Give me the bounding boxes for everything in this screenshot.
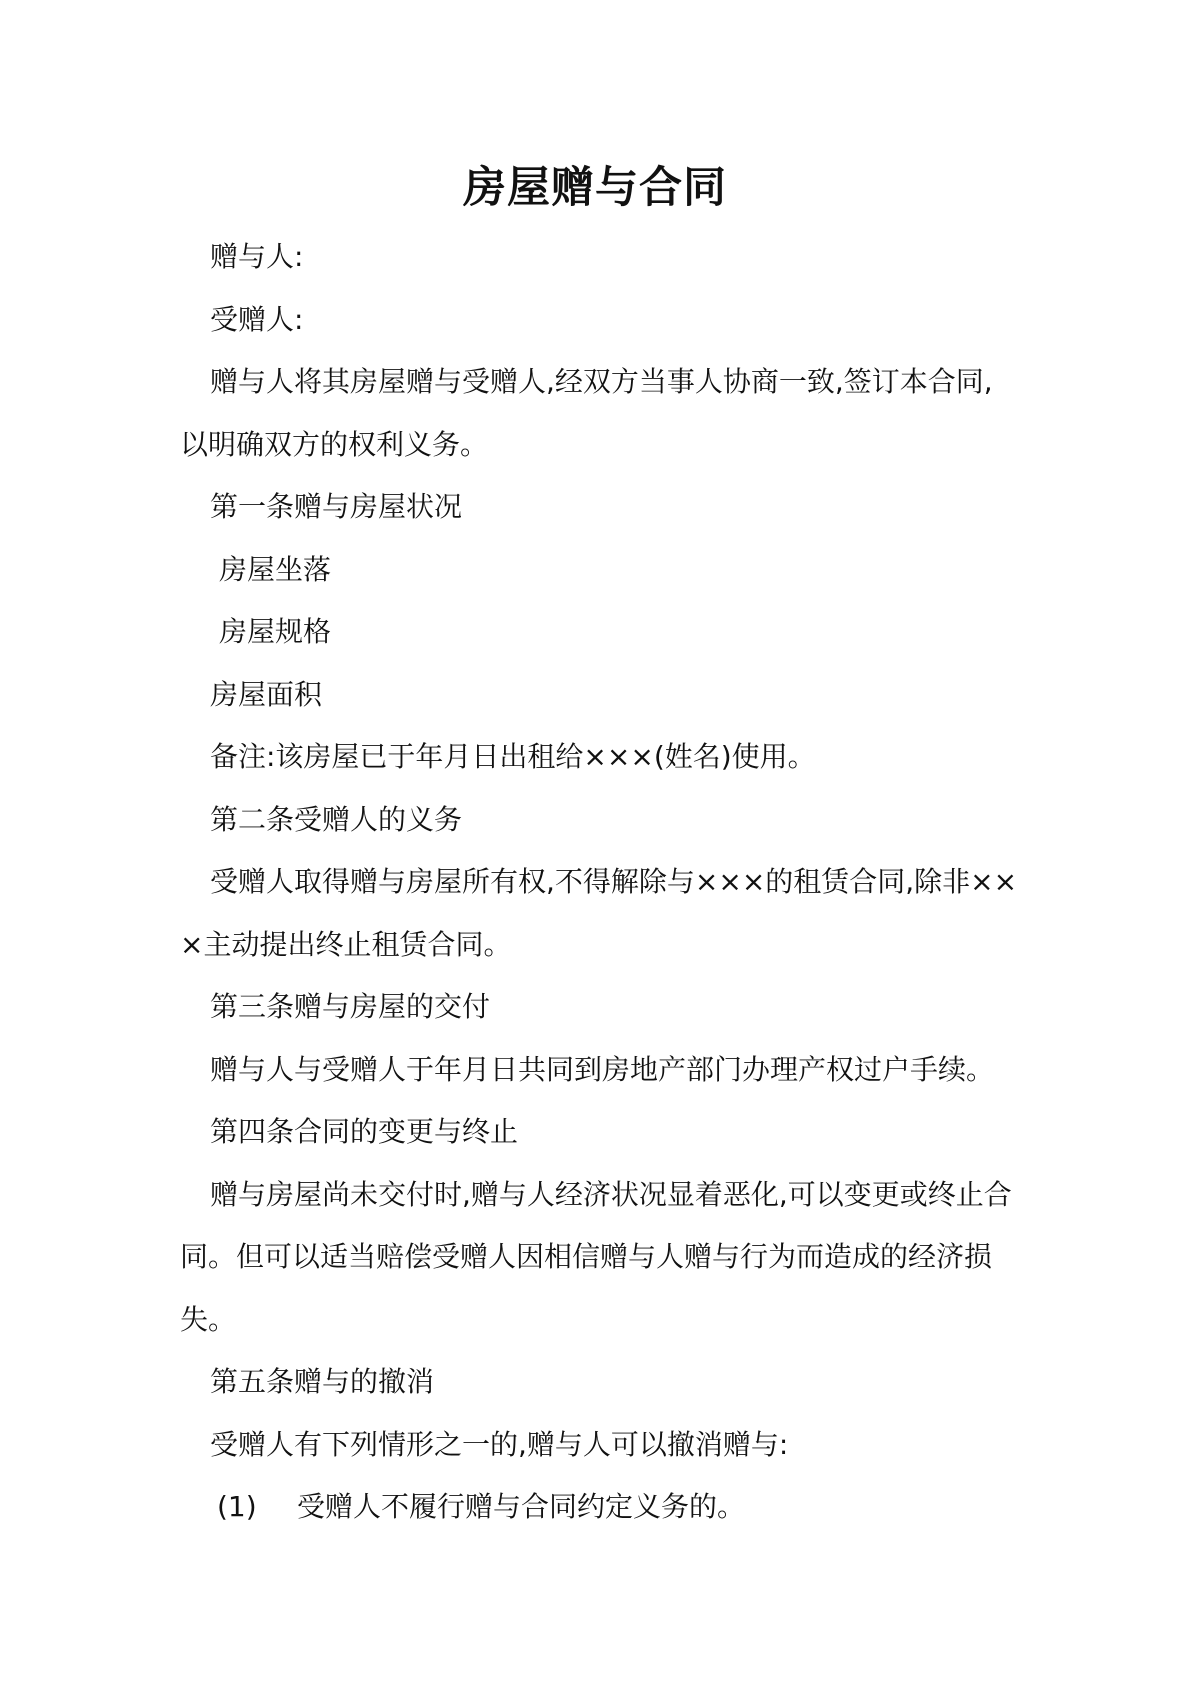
house-spec-line: 房屋规格 (219, 615, 332, 648)
document-title: 房屋赠与合同 (463, 163, 727, 213)
article-5-paragraph: 受赠人有下列情形之一的,赠与人可以撤消赠与: (210, 1427, 789, 1461)
remark-line: 备注:该房屋已于年月日出租给×××(姓名)使用。 (210, 740, 816, 773)
article-4-paragraph: 赠与房屋尚未交付时,赠与人经济状况显着恶化,可以变更或终止合同。但可以适当赔偿受赠人因相信赠与人赠与行为而造成的经济损失。 (180, 1177, 1012, 1336)
list-item (180, 1476, 1020, 1539)
article-3-paragraph: 赠与人与受赠人于年月日共同到房地产部门办理产权过户手续。 (210, 1052, 995, 1086)
house-area-line: 房屋面积 (210, 677, 323, 711)
article-5-heading: 第五条赠与的撤消 (210, 1365, 435, 1398)
house-location-line: 房屋坐落 (219, 552, 332, 586)
document-body (180, 226, 1020, 1539)
list-item-label: (1) (217, 1490, 257, 1523)
intro-paragraph: 赠与人将其房屋赠与受赠人,经双方当事人协商一致,签订本合同,以明确双方的权利义务。 (180, 365, 993, 461)
article-3-heading: 第三条赠与房屋的交付 (210, 990, 491, 1023)
article-2-heading: 第二条受赠人的义务 (210, 802, 463, 836)
article-2-paragraph: 受赠人取得赠与房屋所有权,不得解除与×××的租赁合同,除非×××主动提出终止租赁合同。 (180, 865, 1018, 961)
donor-line: 赠与人: (210, 240, 304, 273)
list-item-text: 受赠人不履行赠与合同约定义务的。 (297, 1490, 746, 1523)
donee-line: 受赠人: (210, 302, 304, 336)
article-4-heading: 第四条合同的变更与终止 (210, 1115, 519, 1148)
article-1-heading: 第一条赠与房屋状况 (210, 490, 463, 523)
